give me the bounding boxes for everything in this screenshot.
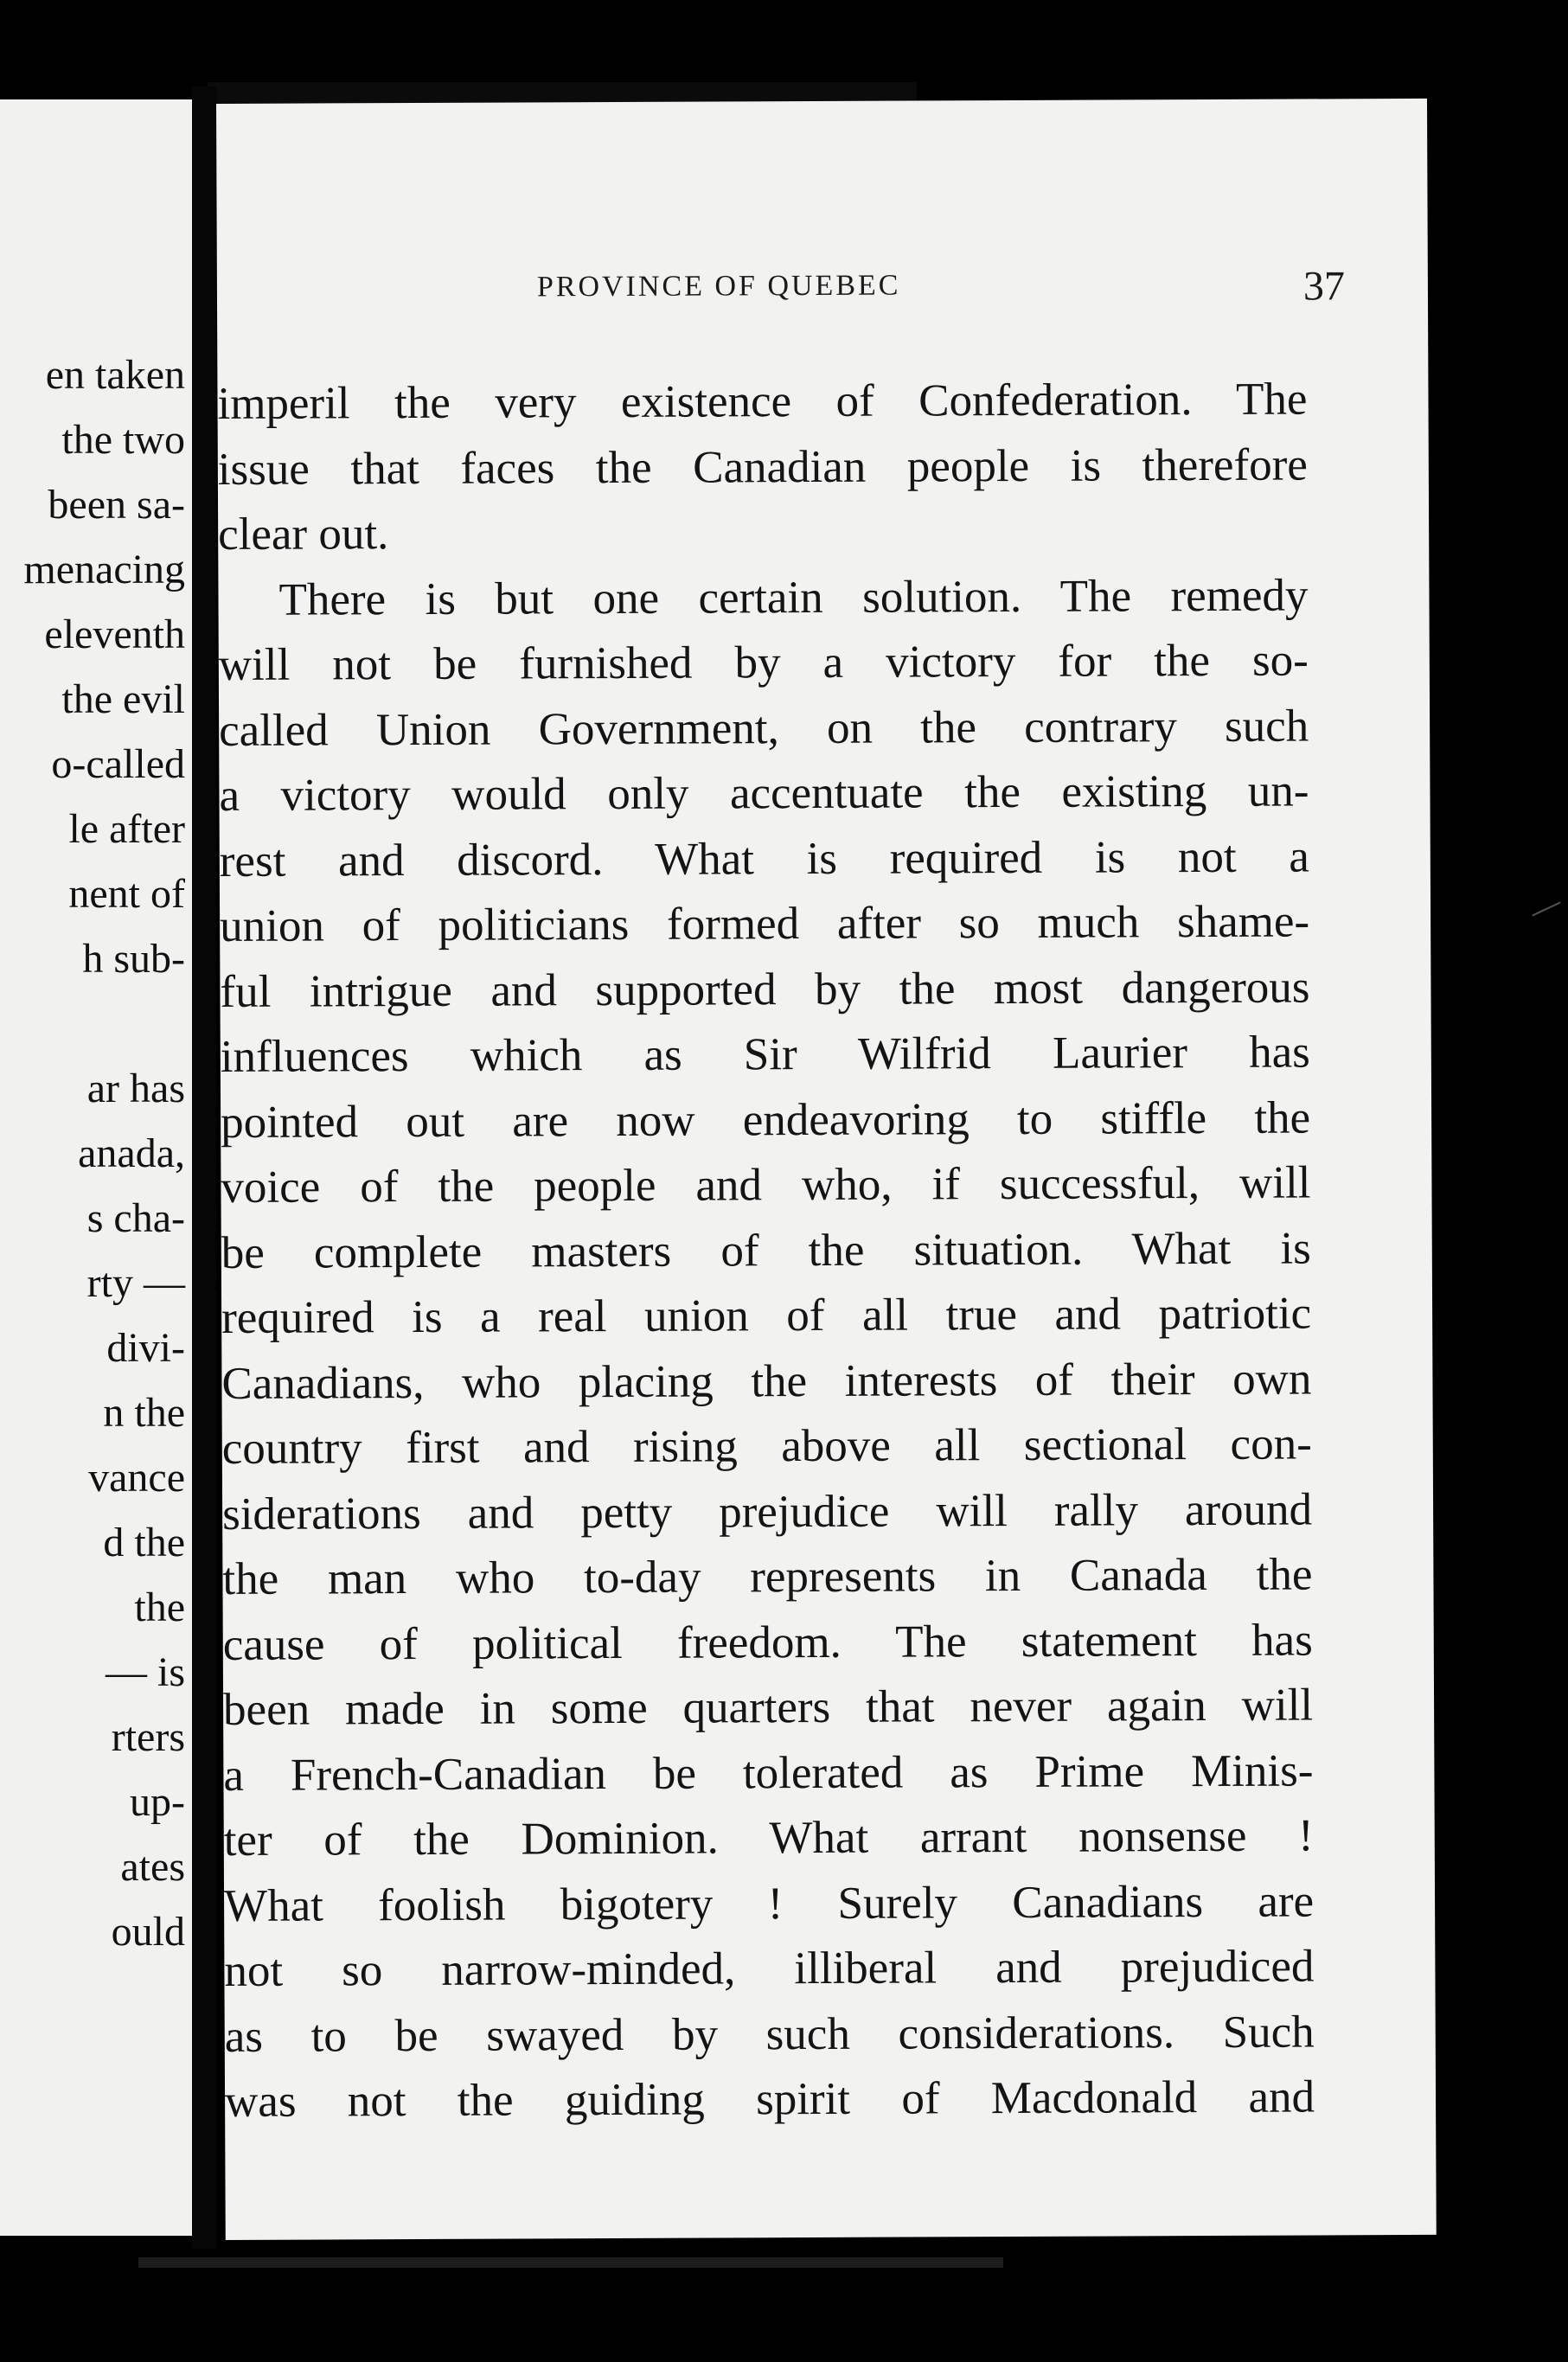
text-line: as to be swayed by such considerations. Such <box>224 2006 1315 2062</box>
body-text <box>217 367 1315 2135</box>
left-fragment-line: rters <box>111 1714 185 1760</box>
right-page <box>216 99 1437 2240</box>
book-gutter <box>192 86 216 2249</box>
left-fragment-line: s cha- <box>86 1195 185 1241</box>
text-line: siderations and petty prejudice will rally around <box>221 1483 1313 1539</box>
text-line: the man who to-day represents in Canada the <box>222 1549 1313 1604</box>
left-fragment-line: vance <box>88 1455 185 1501</box>
text-line: was not the guiding spirit of Macdonald and <box>224 2071 1315 2127</box>
left-fragment-line: the <box>134 1584 185 1630</box>
text-line: influences which as Sir Wilfrid Laurier has <box>220 1027 1310 1082</box>
left-fragment-line: d the <box>103 1520 185 1565</box>
text-line: not so narrow-minded, illiberal and prejudiced <box>224 1941 1315 1996</box>
left-fragment-line: eleventh <box>44 611 185 657</box>
text-line: been made in some quarters that never again will <box>222 1680 1314 1735</box>
left-fragment-line: rty — <box>86 1260 185 1306</box>
text-line: issue that faces the Canadian people is therefore <box>217 438 1308 495</box>
left-fragment-line: menacing <box>23 547 185 592</box>
text-line: a victory would only accentuate the existing un- <box>219 765 1309 821</box>
left-fragment-line: up- <box>130 1779 185 1825</box>
left-fragment-line: the two <box>61 417 185 463</box>
left-fragment-line: o-called <box>51 741 185 787</box>
text-line: ful intrigue and supported by the most dangerous <box>220 961 1310 1017</box>
left-fragment-line: ates <box>120 1844 185 1890</box>
left-fragment-line: le after <box>68 806 185 852</box>
left-fragment-line: nent of <box>68 871 185 917</box>
left-fragment-line: ould <box>111 1909 185 1955</box>
page-number: 37 <box>1302 263 1346 310</box>
left-fragment-line: — is <box>105 1649 185 1695</box>
text-line: What foolish bigotery ! Surely Canadians are <box>223 1875 1315 1931</box>
text-line: a French-Canadian be tolerated as Prime Minis- <box>223 1744 1314 1801</box>
text-line: pointed out are now endeavoring to stiffle the <box>221 1091 1311 1148</box>
text-line: will not be furnished by a victory for the so- <box>218 635 1309 690</box>
left-fragment-line: been sa- <box>48 482 185 528</box>
text-line: rest and discord. What is required is not a <box>219 830 1309 887</box>
text-line: ter of the Dominion. What arrant nonsense ! <box>223 1810 1314 1866</box>
text-line: union of politicians formed after so much shame- <box>220 896 1310 951</box>
text-line: clear out. <box>218 509 389 560</box>
scan-bottom-edge <box>138 2257 1003 2268</box>
text-line: country first and rising above all sectional con- <box>221 1418 1312 1474</box>
left-fragment-line: n the <box>103 1390 185 1436</box>
text-line: required is a real union of all true and patriotic <box>221 1288 1312 1343</box>
left-fragment-line: anada, <box>78 1130 185 1176</box>
running-head <box>217 263 1428 316</box>
text-line: Canadians, who placing the interests of their own <box>221 1353 1312 1409</box>
text-line: be complete masters of the situation. What is <box>221 1222 1311 1278</box>
text-line: cause of political freedom. The statement has <box>222 1614 1313 1670</box>
left-fragment-line: h sub- <box>82 936 185 982</box>
text-line: called Union Government, on the contrary such <box>219 700 1309 756</box>
left-fragment-line: divi- <box>106 1325 185 1371</box>
left-fragment-line: ar has <box>86 1066 185 1111</box>
left-page-fragment <box>0 99 192 2236</box>
text-line: voice of the people and who, if successful, will <box>221 1157 1311 1213</box>
left-fragment-line: en taken <box>45 352 185 398</box>
text-line: imperil the very existence of Confederation. The <box>217 374 1308 429</box>
running-title: PROVINCE OF QUEBEC <box>536 269 901 304</box>
left-fragment-line: the evil <box>61 676 185 722</box>
text-line: There is but one certain solution. The remedy <box>278 569 1309 625</box>
margin-pencil-mark <box>1532 901 1560 916</box>
